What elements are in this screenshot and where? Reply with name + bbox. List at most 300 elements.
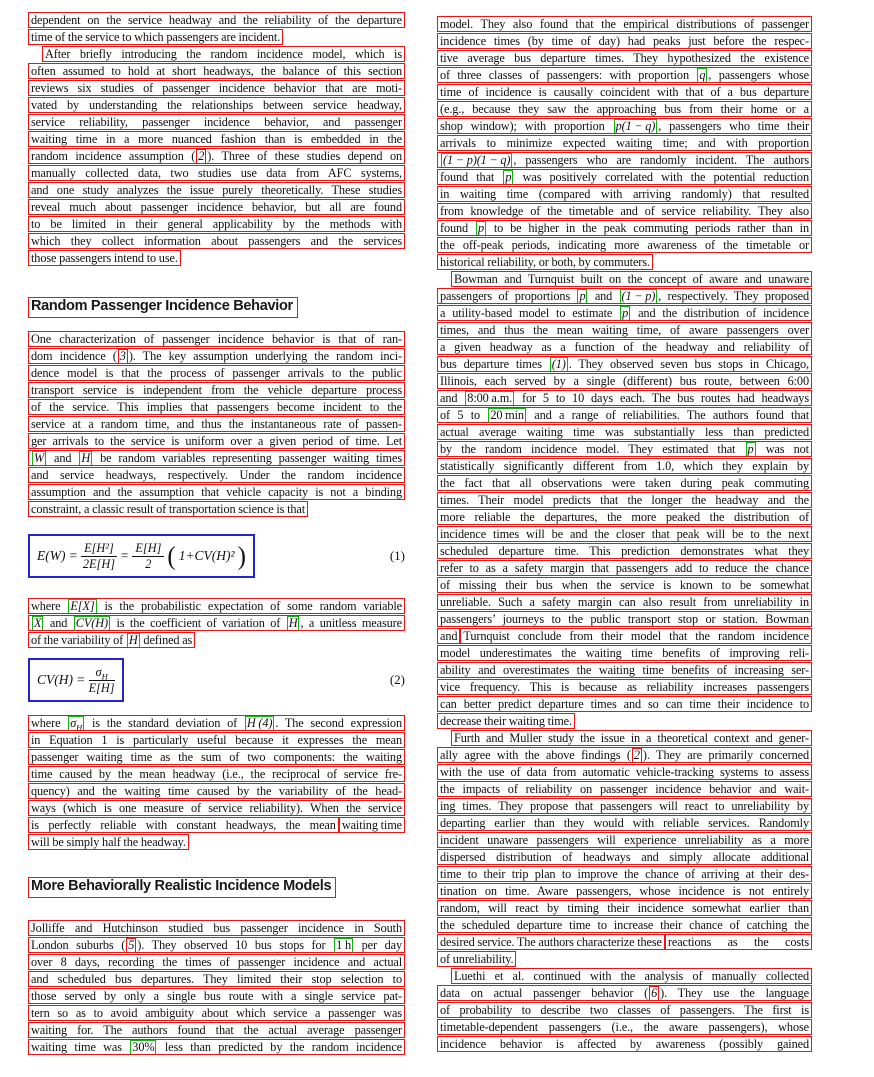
line-box xyxy=(28,484,405,500)
sigma-subscript: H xyxy=(101,671,108,682)
text-line xyxy=(28,783,405,800)
text-line xyxy=(437,747,812,764)
text-span: reactions as the costs xyxy=(667,935,809,949)
text-span: , passengers who time their xyxy=(658,119,809,133)
text-span: departing earlier than they would with reliable services. Randomly xyxy=(440,816,809,830)
line-box xyxy=(28,399,405,415)
line-box xyxy=(437,254,653,270)
line-box xyxy=(437,390,812,406)
text-line xyxy=(437,492,812,509)
text-span: and xyxy=(440,391,465,405)
line-box xyxy=(451,271,812,287)
line-box xyxy=(437,764,812,780)
line-box xyxy=(437,645,812,661)
line-box xyxy=(28,12,405,28)
text-line xyxy=(437,628,812,645)
highlight-box: 20 min xyxy=(490,408,524,422)
text-line xyxy=(437,798,812,815)
text-line xyxy=(437,441,812,458)
text-line xyxy=(437,339,812,356)
highlight-box: H xyxy=(81,451,91,465)
line-box xyxy=(28,63,405,79)
line-box xyxy=(460,628,812,644)
line-box xyxy=(28,1022,405,1038)
equals-sign: = xyxy=(77,672,85,687)
text-span: time of incidence is causally coincident with that of a bus departure xyxy=(440,85,809,99)
text-span: can better predict departure times and so can time their incidence to xyxy=(440,697,809,711)
line-box xyxy=(437,781,812,797)
line-box xyxy=(28,615,405,631)
text-line xyxy=(437,951,812,968)
text-line xyxy=(28,29,405,46)
citation-box: 2 xyxy=(633,748,640,762)
highlight-box: p xyxy=(579,289,586,303)
line-box xyxy=(437,135,812,151)
text-span: of unreliability. xyxy=(440,952,514,966)
line-box xyxy=(665,934,812,950)
text-span: actual average waiting time was substantially less than predicted xyxy=(440,425,809,439)
text-span: Furth and Muller study the issue in a theoretical context and gener- xyxy=(454,731,809,745)
text-line xyxy=(437,781,812,798)
text-line xyxy=(28,165,405,182)
text-line xyxy=(28,834,405,851)
line-box xyxy=(28,97,405,113)
text-line xyxy=(437,33,812,50)
text-span: where xyxy=(31,599,68,613)
text-span: data on actual passenger behavior ( xyxy=(440,986,649,1000)
text-line xyxy=(437,509,812,526)
line-box xyxy=(437,866,812,882)
line-box xyxy=(437,526,812,542)
line-box xyxy=(28,416,405,432)
text-span: historical reliability, or both, by commuters. xyxy=(440,255,650,269)
text-line xyxy=(28,12,405,29)
text-span: found xyxy=(440,221,475,235)
text-span: Illinois, each served by a single (different) bus route, between 6:00 xyxy=(440,374,809,388)
text-span: Luethi et al. continued with the analysis of manually collected xyxy=(454,969,809,983)
text-span: incidence times will be and the closer that peak will be to the next xyxy=(440,527,809,541)
text-span: , passengers whose xyxy=(708,68,809,82)
line-box xyxy=(437,373,812,389)
line-box xyxy=(28,766,405,782)
text-span: in Equation 1 is particularly useful because it expresses the mean xyxy=(31,733,402,747)
line-box xyxy=(28,954,405,970)
paragraph xyxy=(437,271,812,730)
line-box xyxy=(28,29,283,45)
equation-lhs: CV(H) xyxy=(37,672,73,687)
text-line xyxy=(28,467,405,484)
text-span: ). The key assumption underlying the random inci- xyxy=(128,349,403,363)
line-box xyxy=(437,441,812,457)
line-box xyxy=(437,407,812,423)
line-box xyxy=(28,937,405,953)
paragraph xyxy=(437,730,812,968)
text-span: waiting time was xyxy=(31,1040,130,1054)
highlight-box: H xyxy=(288,616,298,630)
text-line xyxy=(28,416,405,433)
line-box xyxy=(28,467,405,483)
text-line xyxy=(28,954,405,971)
highlight-box: p xyxy=(477,221,484,235)
text-span: vice frequency. This is because as reliability increases passengers xyxy=(440,680,809,694)
text-span: . The second expression xyxy=(275,716,402,730)
text-span: will be simply half the headway. xyxy=(31,835,186,849)
text-line xyxy=(437,577,812,594)
line-box xyxy=(437,662,812,678)
line-box xyxy=(28,114,405,130)
fraction-numerator: E[H²] xyxy=(81,541,117,557)
text-line xyxy=(437,696,812,713)
text-line xyxy=(437,84,812,101)
line-box xyxy=(437,900,812,916)
text-line xyxy=(28,131,405,148)
text-line xyxy=(437,101,812,118)
line-box xyxy=(437,458,812,474)
section-heading: Random Passenger Incidence Behavior xyxy=(28,297,298,318)
citation-box: 3 xyxy=(119,349,126,363)
text-line xyxy=(437,288,812,305)
highlight-box: q xyxy=(699,68,706,82)
citation-box: 6 xyxy=(651,986,658,1000)
text-line xyxy=(28,501,405,518)
text-line xyxy=(28,382,405,399)
text-span: model. They also found that the empirical distributions of passenger xyxy=(440,17,809,31)
text-line xyxy=(437,730,812,747)
text-line xyxy=(28,988,405,1005)
text-span: One characterization of passenger incidence behavior is that of ran- xyxy=(31,332,402,346)
text-span: ger arrivals to the service is uniform over a given period of time. Let xyxy=(31,434,402,448)
text-span: scheduled departure time. This prediction demonstrates what they xyxy=(440,544,809,558)
text-span: and scheduled bus departures. They limited their stop selection to xyxy=(31,972,402,986)
text-line xyxy=(28,114,405,131)
text-span: waiting time in a more nuanced fashion than is embedded in the xyxy=(31,132,402,146)
text-span: ing times. They propose that passengers will react to unreliability by xyxy=(440,799,809,813)
text-span: ways (which is one measure of service reliability). When the service xyxy=(31,801,402,815)
line-box xyxy=(437,424,812,440)
text-span: , passengers who are randomly incident. The authors xyxy=(513,153,809,167)
line-box xyxy=(42,46,405,62)
paragraph xyxy=(28,598,405,649)
line-box xyxy=(437,475,812,491)
line-box xyxy=(28,1039,405,1055)
text-span: a utility-based model to estimate xyxy=(440,306,620,320)
text-span: which they collect information about passengers and the services xyxy=(31,234,402,248)
line-box xyxy=(437,594,812,610)
text-line xyxy=(28,598,405,615)
highlight-box: W xyxy=(34,451,45,465)
fraction-numerator xyxy=(89,665,115,681)
text-span: reviews six studies of passenger incidence behavior that are moti- xyxy=(31,81,402,95)
right-column xyxy=(437,16,812,1053)
text-span: those served by only a single bus route with a single service pat- xyxy=(31,989,402,1003)
line-box xyxy=(437,203,812,219)
text-line xyxy=(28,715,405,732)
line-box xyxy=(437,611,812,627)
text-span: ally agree with the above findings ( xyxy=(440,748,631,762)
line-box xyxy=(28,233,405,249)
text-line xyxy=(437,917,812,934)
text-span: reveal much about passenger incidence behavior, but all are found xyxy=(31,200,402,214)
line-box xyxy=(437,84,812,100)
text-line xyxy=(28,250,405,267)
text-span: service at a random time, and thus the instantaneous rate of passen- xyxy=(31,417,402,431)
text-span: is the coefficient of variation of xyxy=(110,616,286,630)
text-span: and xyxy=(588,289,619,303)
text-span: more reliable the departures, the more peaked the distribution of xyxy=(440,510,809,524)
text-span: and a range of reliabilities. The authors found that xyxy=(526,408,809,422)
text-span: waiting time xyxy=(341,818,402,832)
equation-2-box xyxy=(28,658,124,702)
section-heading-row xyxy=(28,877,405,898)
line-box xyxy=(437,305,812,321)
right-paren: ) xyxy=(237,541,246,571)
text-span: model underestimates the waiting time benefits of improving reli- xyxy=(440,646,809,660)
line-box xyxy=(28,216,405,232)
text-span: of the variability of xyxy=(31,633,126,647)
text-line xyxy=(28,199,405,216)
text-line xyxy=(437,934,812,951)
line-box xyxy=(437,951,516,967)
text-line xyxy=(437,424,812,441)
text-span: dispersed distribution of headways and simply allocate additional xyxy=(440,850,809,864)
text-line xyxy=(28,1039,405,1056)
text-line xyxy=(28,80,405,97)
citation-box: 5 xyxy=(128,938,135,952)
text-span: time to their trip plan to improve the chance of arriving at their des- xyxy=(440,867,809,881)
text-line xyxy=(437,390,812,407)
text-line xyxy=(437,764,812,781)
line-box xyxy=(28,365,405,381)
text-line xyxy=(28,450,405,467)
line-box xyxy=(437,849,812,865)
text-line xyxy=(28,920,405,937)
line-box xyxy=(28,749,405,765)
text-line xyxy=(437,305,812,322)
line-box xyxy=(28,783,405,799)
text-line xyxy=(28,484,405,501)
highlight-box: H xyxy=(128,633,138,647)
line-box xyxy=(28,165,405,181)
text-span: the scheduled departure time to increase their chance of catching the xyxy=(440,918,809,932)
text-span: of missing their bus when the service is known to be somewhat xyxy=(440,578,809,592)
text-line xyxy=(28,1022,405,1039)
text-span: ). They observed 10 bus stops for xyxy=(137,938,334,952)
line-box xyxy=(437,169,812,185)
text-line xyxy=(28,749,405,766)
text-line xyxy=(28,365,405,382)
line-box xyxy=(437,67,812,83)
line-box xyxy=(437,747,812,763)
text-line xyxy=(28,817,405,834)
line-box xyxy=(437,356,812,372)
text-span: was not xyxy=(756,442,809,456)
text-span: incident unaware passengers will experience unreliability as a more xyxy=(440,833,809,847)
text-line xyxy=(437,662,812,679)
fraction xyxy=(81,541,117,572)
line-box xyxy=(28,80,405,96)
paragraph xyxy=(28,331,405,518)
text-span: passenger waiting time as the sum of two components: the waiting xyxy=(31,750,402,764)
text-span: Turnquist conclude from their model that the random incidence xyxy=(463,629,809,643)
text-span: ). They are primarily concerned xyxy=(642,748,809,762)
text-span: After briefly introducing the random incidence model, which is xyxy=(45,47,402,61)
text-span: (e.g., because they saw the approaching bus from their home or a xyxy=(440,102,809,116)
text-line xyxy=(437,220,812,237)
text-span: in waiting time (compared with arriving randomly) that resulted xyxy=(440,187,809,201)
line-box xyxy=(437,237,812,253)
highlight-box: 30% xyxy=(132,1040,155,1054)
text-span: transport service is independent from the vehicle departure process xyxy=(31,383,402,397)
text-line xyxy=(437,373,812,390)
text-span: quency) and the waiting time caused by the variability of the head- xyxy=(31,784,402,798)
paragraph xyxy=(437,968,812,1053)
text-line xyxy=(437,900,812,917)
text-line xyxy=(437,713,812,730)
text-span: time of the service to which passengers are incident. xyxy=(31,30,281,44)
text-span: statistically significantly different from 1.0, which they explain by xyxy=(440,459,809,473)
text-span: bus departure times xyxy=(440,357,549,371)
line-box xyxy=(437,917,812,933)
line-box xyxy=(28,920,405,936)
equation-number: (1) xyxy=(389,548,405,563)
text-span: passengers of proportions xyxy=(440,289,577,303)
line-box xyxy=(28,971,405,987)
line-box xyxy=(437,339,812,355)
text-span: tern so as to avoid ambiguity about which service a passenger was xyxy=(31,1006,402,1020)
text-line xyxy=(437,322,812,339)
text-span: London suburbs ( xyxy=(31,938,126,952)
text-span: passengers’ journeys to the public transport stop or station. Bowman xyxy=(440,612,809,626)
text-span: , a unitless measure xyxy=(300,616,402,630)
text-span: desired service. The authors characterize these xyxy=(440,935,662,949)
line-box xyxy=(28,834,189,850)
text-span: per day xyxy=(353,938,402,952)
equals-sign: = xyxy=(69,548,78,563)
text-span: those passengers intend to use. xyxy=(31,251,178,265)
text-span: where xyxy=(31,716,68,730)
line-box xyxy=(437,985,812,1001)
fraction-denominator: 2E[H] xyxy=(82,556,115,571)
line-box xyxy=(339,817,405,833)
highlight-box: (1 − p) xyxy=(621,289,656,303)
highlight-box: (1 − p)(1 − q) xyxy=(443,153,511,167)
equation-number: (2) xyxy=(389,672,405,687)
text-span: of three classes of passengers: with proportion xyxy=(440,68,697,82)
text-span: of the service. This implies that passengers become incident to the xyxy=(31,400,402,414)
text-span: constraint, a classic result of transportation science is that xyxy=(31,502,306,516)
text-span: a given headway as a function of the headway and reliability of xyxy=(440,340,809,354)
text-line xyxy=(437,560,812,577)
line-box xyxy=(28,817,339,833)
fraction-denominator: 2 xyxy=(145,556,152,571)
highlight-box: $\sigma_H$ xyxy=(70,716,83,731)
line-box xyxy=(437,322,812,338)
line-box xyxy=(28,1005,405,1021)
text-span: incidence behavior is affected by awareness (possibly gained xyxy=(440,1037,809,1051)
text-line xyxy=(437,118,812,135)
text-span: dence model is that the process of passenger arrivals to the public xyxy=(31,366,402,380)
highlight-box: E[X] xyxy=(70,599,95,613)
text-line xyxy=(437,237,812,254)
line-box xyxy=(28,988,405,1004)
line-box xyxy=(437,152,812,168)
text-line xyxy=(437,356,812,373)
equation-body: 1+CV(H)² xyxy=(178,548,235,563)
text-line xyxy=(437,50,812,67)
text-span: timetable-dependent passengers (i.e., the aware passengers), whose xyxy=(440,1020,809,1034)
line-box xyxy=(437,33,812,49)
left-column xyxy=(28,12,405,1056)
text-span: with the use of data from automatic vehicle-tracking systems to assess xyxy=(440,765,809,779)
text-span: the off-peak periods, indicating more awareness of the timetable or xyxy=(440,238,809,252)
section-heading-row xyxy=(28,297,405,318)
text-line xyxy=(437,169,812,186)
text-line xyxy=(28,937,405,954)
text-span: random incidence assumption ( xyxy=(31,149,196,163)
line-box xyxy=(28,715,405,731)
text-line xyxy=(437,594,812,611)
line-box xyxy=(28,598,405,614)
text-line xyxy=(28,399,405,416)
text-line xyxy=(28,46,405,63)
line-box xyxy=(437,628,460,644)
text-span: refer to as a safety margin that passengers add to reduce the chance xyxy=(440,561,809,575)
text-line xyxy=(28,63,405,80)
text-line xyxy=(28,348,405,365)
line-box xyxy=(437,679,812,695)
text-line xyxy=(437,526,812,543)
highlight-box: 8:00 a.m. xyxy=(467,391,513,405)
text-line xyxy=(28,1005,405,1022)
text-span: manually collected data, two studies use data from AFC systems, xyxy=(31,166,402,180)
line-box xyxy=(437,543,812,559)
text-line xyxy=(28,97,405,114)
subscript: H xyxy=(76,722,83,731)
text-span: unreliable. Such a safety margin can also result from unreliability in xyxy=(440,595,809,609)
text-span: ). They use the language xyxy=(660,986,809,1000)
line-box xyxy=(28,148,405,164)
highlight-box: (1) xyxy=(551,357,566,371)
text-span: for 5 to 10 days each. The bus routes had headways xyxy=(515,391,809,405)
text-span: is perfectly reliable with constant headways, the mean xyxy=(31,818,336,832)
text-span: to be higher in the peak commuting periods rather than in xyxy=(487,221,809,235)
highlight-box: p xyxy=(622,306,629,320)
line-box xyxy=(437,16,812,32)
text-line xyxy=(28,971,405,988)
line-box xyxy=(437,186,812,202)
equation-2-row xyxy=(28,658,405,702)
line-box xyxy=(437,798,812,814)
line-box xyxy=(437,832,812,848)
paragraph xyxy=(28,12,405,46)
text-span: defined as xyxy=(140,633,193,647)
text-span: and xyxy=(440,629,458,643)
text-span: found that xyxy=(440,170,503,184)
text-span: assumption and the assumption that vehicle capacity is not a binding xyxy=(31,485,402,499)
text-span: the impacts of reliability on passenger incidence behavior and wait- xyxy=(440,782,809,796)
line-box xyxy=(437,577,812,593)
text-line xyxy=(28,331,405,348)
fraction xyxy=(132,541,164,572)
line-box xyxy=(437,118,812,134)
text-line xyxy=(437,407,812,424)
text-line xyxy=(28,182,405,199)
line-box xyxy=(437,1002,812,1018)
text-span: ). Three of these studies depend on xyxy=(207,149,402,163)
text-line xyxy=(437,815,812,832)
text-span: of 5 to xyxy=(440,408,488,422)
text-line xyxy=(437,1002,812,1019)
